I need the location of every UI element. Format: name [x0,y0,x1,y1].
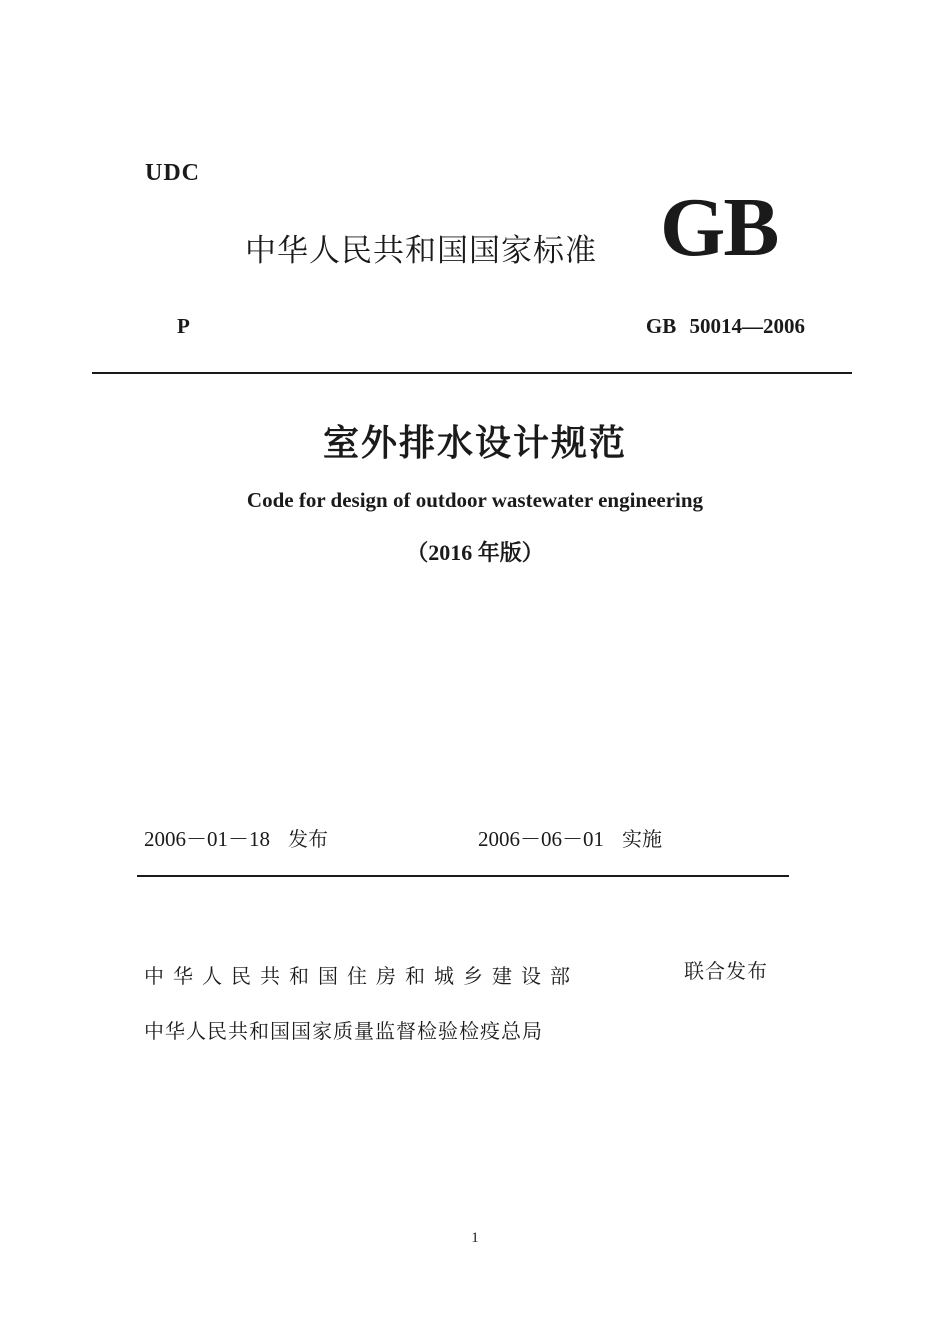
document-title-english: Code for design of outdoor wastewater engineering [246,488,704,512]
issue-label: 发布 [288,827,328,851]
implement-date: 2006－06－01 [478,827,604,851]
implement-label: 实施 [622,827,662,851]
national-standard-heading: 中华人民共和国国家标准 [245,233,597,269]
standard-number: GB 50014—2006 [645,314,805,338]
udc-label: UDC [145,160,200,186]
page-number: 1 [471,1230,479,1246]
publisher-quality-inspection: 中华人民共和国国家质量监督检验检疫总局 [144,1019,543,1043]
issue-date-row [144,823,328,853]
joint-publish-label: 联合发布 [684,959,768,983]
gb-logo: GB [660,181,778,274]
bottom-divider [137,875,789,877]
classification-code: P [177,314,190,338]
edition-label: （2016 年版） [406,540,544,565]
document-title-chinese: 室外排水设计规范 [322,423,627,464]
top-divider [92,372,852,374]
implement-date-row [478,823,662,853]
issue-date: 2006－01－18 [144,827,270,851]
publisher-ministry-housing: 中华人民共和国住房和城乡建设部 [144,964,579,988]
